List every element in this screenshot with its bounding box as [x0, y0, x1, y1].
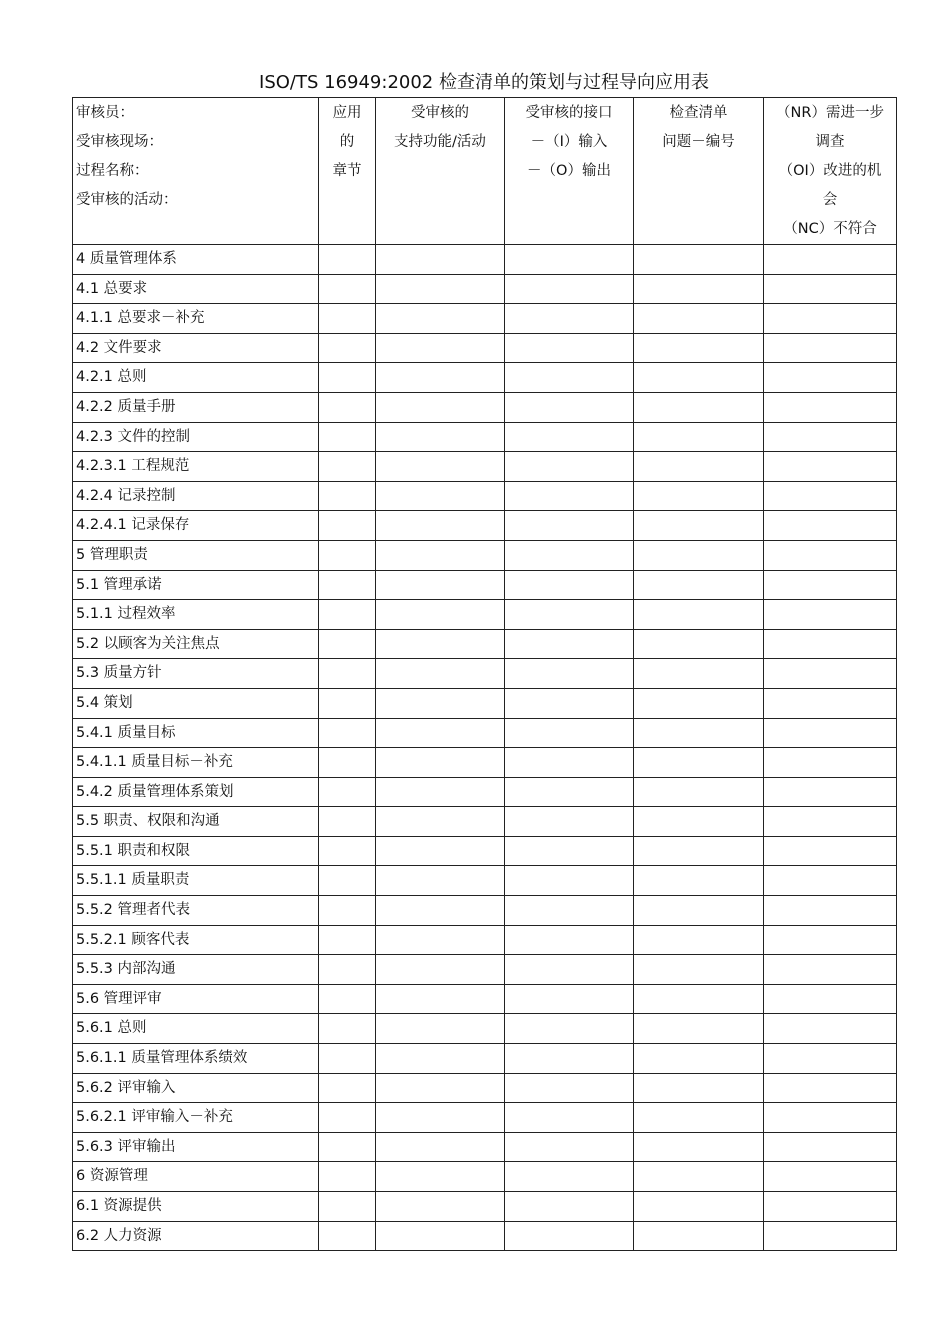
chapter-cell[interactable]: [319, 363, 376, 393]
interface-cell[interactable]: [505, 481, 634, 511]
result-cell[interactable]: [764, 392, 897, 422]
clause-cell: 4.2.4 记录控制: [73, 481, 319, 511]
support-cell[interactable]: [376, 363, 505, 393]
result-cell[interactable]: [764, 304, 897, 334]
chapter-cell[interactable]: [319, 570, 376, 600]
checklist-cell[interactable]: [634, 896, 764, 926]
result-cell[interactable]: [764, 659, 897, 689]
interface-cell[interactable]: [505, 1044, 634, 1074]
result-cell[interactable]: [764, 600, 897, 630]
support-cell[interactable]: [376, 984, 505, 1014]
support-cell[interactable]: [376, 570, 505, 600]
interface-cell[interactable]: [505, 1014, 634, 1044]
checklist-cell[interactable]: [634, 422, 764, 452]
chapter-cell[interactable]: [319, 836, 376, 866]
table-row: [73, 896, 897, 926]
table-row: [73, 1103, 897, 1133]
interface-cell[interactable]: [505, 245, 634, 275]
chapter-cell[interactable]: [319, 629, 376, 659]
chapter-cell[interactable]: [319, 540, 376, 570]
result-header-line: （NC）不符合: [783, 221, 877, 237]
clause-cell: 5.5.3 内部沟通: [73, 955, 319, 985]
table-row: [73, 333, 897, 363]
support-cell[interactable]: [376, 392, 505, 422]
result-cell[interactable]: [764, 274, 897, 304]
table-row: [73, 481, 897, 511]
table-row: [73, 363, 897, 393]
chapter-cell[interactable]: [319, 1221, 376, 1251]
support-cell[interactable]: [376, 511, 505, 541]
clause-cell: 5.6.1.1 质量管理体系绩效: [73, 1044, 319, 1074]
process-name-label: 过程名称：: [76, 163, 149, 179]
result-cell[interactable]: [764, 1073, 897, 1103]
support-cell[interactable]: [376, 1221, 505, 1251]
clause-cell: 4 质量管理体系: [73, 245, 319, 275]
clause-cell: 5.2 以顾客为关注焦点: [73, 629, 319, 659]
table-row: [73, 1132, 897, 1162]
result-cell[interactable]: [764, 245, 897, 275]
clause-cell: 6 资源管理: [73, 1162, 319, 1192]
support-cell[interactable]: [376, 274, 505, 304]
chapter-cell[interactable]: [319, 1073, 376, 1103]
interface-cell[interactable]: [505, 1103, 634, 1133]
chapter-cell[interactable]: [319, 1044, 376, 1074]
chapter-cell[interactable]: [319, 481, 376, 511]
table-row: [73, 836, 897, 866]
table-row: [73, 718, 897, 748]
clause-cell: 5.4.1.1 质量目标－补充: [73, 748, 319, 778]
table-row: [73, 955, 897, 985]
checklist-cell[interactable]: [634, 392, 764, 422]
clause-cell: 5.1.1 过程效率: [73, 600, 319, 630]
interface-header-line: －（O）输出: [527, 163, 611, 179]
checklist-cell[interactable]: [634, 333, 764, 363]
checklist-cell[interactable]: [634, 955, 764, 985]
audit-site-label: 受审核现场：: [76, 134, 163, 150]
checklist-cell[interactable]: [634, 777, 764, 807]
table-row: [73, 1014, 897, 1044]
interface-cell[interactable]: [505, 629, 634, 659]
support-cell[interactable]: [376, 245, 505, 275]
clause-cell: 5.4.2 质量管理体系策划: [73, 777, 319, 807]
interface-cell[interactable]: [505, 304, 634, 334]
chapter-cell[interactable]: [319, 984, 376, 1014]
chapter-cell[interactable]: [319, 925, 376, 955]
chapter-cell[interactable]: [319, 748, 376, 778]
table-row: [73, 1192, 897, 1222]
support-cell[interactable]: [376, 540, 505, 570]
chapter-cell[interactable]: [319, 1103, 376, 1133]
interface-cell[interactable]: [505, 511, 634, 541]
table-row: [73, 452, 897, 482]
clause-cell: 5.5 职责、权限和沟通: [73, 807, 319, 837]
result-cell[interactable]: [764, 452, 897, 482]
result-header-line: （NR）需进一步: [776, 105, 884, 121]
chapter-cell[interactable]: [319, 955, 376, 985]
table-row: [73, 984, 897, 1014]
clause-cell: 5.1 管理承诺: [73, 570, 319, 600]
interface-cell[interactable]: [505, 600, 634, 630]
table-row: [73, 274, 897, 304]
table-row: [73, 688, 897, 718]
support-cell[interactable]: [376, 925, 505, 955]
result-cell[interactable]: [764, 925, 897, 955]
support-cell[interactable]: [376, 659, 505, 689]
checklist-cell[interactable]: [634, 807, 764, 837]
clause-cell: 5.5.1.1 质量职责: [73, 866, 319, 896]
chapter-cell[interactable]: [319, 1132, 376, 1162]
clause-cell: 4.2.4.1 记录保存: [73, 511, 319, 541]
support-cell[interactable]: [376, 1132, 505, 1162]
clause-cell: 4.2.3 文件的控制: [73, 422, 319, 452]
support-cell[interactable]: [376, 1103, 505, 1133]
page-title: ISO/TS 16949:2002 检查清单的策划与过程导向应用表: [259, 72, 709, 93]
clause-cell: 5.4 策划: [73, 688, 319, 718]
clause-cell: 5.6.2.1 评审输入－补充: [73, 1103, 319, 1133]
support-cell[interactable]: [376, 1192, 505, 1222]
checklist-cell[interactable]: [634, 570, 764, 600]
interface-cell[interactable]: [505, 748, 634, 778]
clause-cell: 5.5.1 职责和权限: [73, 836, 319, 866]
checklist-cell[interactable]: [634, 984, 764, 1014]
table-row: [73, 600, 897, 630]
table-header-row: [73, 98, 897, 245]
clause-cell: 5.6.2 评审输入: [73, 1073, 319, 1103]
result-header-line: 会: [822, 192, 838, 208]
chapter-cell[interactable]: [319, 807, 376, 837]
checklist-header-line: 检查清单: [669, 105, 728, 121]
checklist-header-line: 问题－编号: [662, 134, 735, 150]
clause-cell: 5.6 管理评审: [73, 984, 319, 1014]
checklist-cell[interactable]: [634, 1221, 764, 1251]
interface-cell[interactable]: [505, 718, 634, 748]
support-header-line: 受审核的: [411, 105, 469, 121]
chapter-cell[interactable]: [319, 659, 376, 689]
clause-cell: 4.1.1 总要求－补充: [73, 304, 319, 334]
chapter-cell[interactable]: [319, 274, 376, 304]
result-cell[interactable]: [764, 748, 897, 778]
support-cell[interactable]: [376, 748, 505, 778]
checklist-cell[interactable]: [634, 1103, 764, 1133]
chapter-cell[interactable]: [319, 511, 376, 541]
table-row: [73, 540, 897, 570]
table-row: [73, 1162, 897, 1192]
result-cell[interactable]: [764, 629, 897, 659]
result-cell[interactable]: [764, 896, 897, 926]
clause-cell: 6.1 资源提供: [73, 1192, 319, 1222]
interface-cell[interactable]: [505, 896, 634, 926]
checklist-cell[interactable]: [634, 1073, 764, 1103]
clause-cell: 4.2.2 质量手册: [73, 392, 319, 422]
interface-header: [505, 98, 634, 245]
support-function-header: [376, 98, 505, 245]
checklist-cell[interactable]: [634, 304, 764, 334]
checklist-cell[interactable]: [634, 452, 764, 482]
result-cell[interactable]: [764, 333, 897, 363]
chapter-cell[interactable]: [319, 304, 376, 334]
checklist-cell[interactable]: [634, 866, 764, 896]
checklist-number-header: [634, 98, 764, 245]
clause-cell: 5 管理职责: [73, 540, 319, 570]
table-row: [73, 748, 897, 778]
chapter-cell[interactable]: [319, 452, 376, 482]
checklist-cell[interactable]: [634, 1192, 764, 1222]
clause-cell: 4.2.3.1 工程规范: [73, 452, 319, 482]
interface-cell[interactable]: [505, 1221, 634, 1251]
clause-cell: 5.6.3 评审输出: [73, 1132, 319, 1162]
result-cell[interactable]: [764, 777, 897, 807]
support-cell[interactable]: [376, 1044, 505, 1074]
checklist-table: [72, 97, 897, 1251]
chapter-cell[interactable]: [319, 688, 376, 718]
checklist-cell[interactable]: [634, 925, 764, 955]
checklist-cell[interactable]: [634, 481, 764, 511]
checklist-cell[interactable]: [634, 363, 764, 393]
checklist-cell[interactable]: [634, 1044, 764, 1074]
support-cell[interactable]: [376, 422, 505, 452]
chapter-cell[interactable]: [319, 333, 376, 363]
result-cell[interactable]: [764, 984, 897, 1014]
support-cell[interactable]: [376, 1014, 505, 1044]
chapter-cell[interactable]: [319, 392, 376, 422]
interface-header-line: －（I）输入: [530, 134, 608, 150]
result-cell[interactable]: [764, 866, 897, 896]
support-cell[interactable]: [376, 304, 505, 334]
interface-cell[interactable]: [505, 422, 634, 452]
checklist-cell[interactable]: [634, 718, 764, 748]
interface-header-line: 受审核的接口: [525, 105, 613, 121]
interface-cell[interactable]: [505, 1073, 634, 1103]
clause-cell: 4.2.1 总则: [73, 363, 319, 393]
support-cell[interactable]: [376, 688, 505, 718]
checklist-cell[interactable]: [634, 245, 764, 275]
interface-cell[interactable]: [505, 570, 634, 600]
interface-cell[interactable]: [505, 1162, 634, 1192]
chapter-header-line: 应用: [332, 105, 362, 121]
result-cell[interactable]: [764, 422, 897, 452]
interface-cell[interactable]: [505, 274, 634, 304]
table-row: [73, 866, 897, 896]
table-row: [73, 422, 897, 452]
checklist-cell[interactable]: [634, 600, 764, 630]
support-cell[interactable]: [376, 481, 505, 511]
table-row: [73, 807, 897, 837]
chapter-header: [319, 98, 376, 245]
checklist-cell[interactable]: [634, 659, 764, 689]
interface-cell[interactable]: [505, 333, 634, 363]
checklist-cell[interactable]: [634, 836, 764, 866]
support-header-line: 支持功能/活动: [394, 134, 486, 150]
support-cell[interactable]: [376, 1162, 505, 1192]
interface-cell[interactable]: [505, 688, 634, 718]
interface-cell[interactable]: [505, 807, 634, 837]
table-row: [73, 777, 897, 807]
result-cell[interactable]: [764, 511, 897, 541]
support-cell[interactable]: [376, 1073, 505, 1103]
result-cell[interactable]: [764, 1014, 897, 1044]
result-cell[interactable]: [764, 1221, 897, 1251]
chapter-cell[interactable]: [319, 866, 376, 896]
interface-cell[interactable]: [505, 866, 634, 896]
interface-cell[interactable]: [505, 392, 634, 422]
audited-activity-label: 受审核的活动：: [76, 192, 178, 208]
chapter-cell[interactable]: [319, 896, 376, 926]
result-header-line: 调查: [815, 134, 845, 150]
result-cell[interactable]: [764, 481, 897, 511]
result-cell[interactable]: [764, 363, 897, 393]
support-cell[interactable]: [376, 836, 505, 866]
interface-cell[interactable]: [505, 925, 634, 955]
interface-cell[interactable]: [505, 363, 634, 393]
support-cell[interactable]: [376, 777, 505, 807]
support-cell[interactable]: [376, 955, 505, 985]
interface-cell[interactable]: [505, 540, 634, 570]
interface-cell[interactable]: [505, 984, 634, 1014]
table-row: [73, 245, 897, 275]
result-cell[interactable]: [764, 1132, 897, 1162]
result-cell[interactable]: [764, 718, 897, 748]
support-cell[interactable]: [376, 629, 505, 659]
checklist-cell[interactable]: [634, 748, 764, 778]
chapter-cell[interactable]: [319, 777, 376, 807]
checklist-cell[interactable]: [634, 629, 764, 659]
interface-cell[interactable]: [505, 777, 634, 807]
clause-cell: 5.5.2.1 顾客代表: [73, 925, 319, 955]
interface-cell[interactable]: [505, 1192, 634, 1222]
support-cell[interactable]: [376, 452, 505, 482]
result-cell[interactable]: [764, 1044, 897, 1074]
clause-cell: 5.6.1 总则: [73, 1014, 319, 1044]
table-row: [73, 1044, 897, 1074]
support-cell[interactable]: [376, 718, 505, 748]
table-row: [73, 392, 897, 422]
support-cell[interactable]: [376, 896, 505, 926]
result-cell[interactable]: [764, 807, 897, 837]
support-cell[interactable]: [376, 807, 505, 837]
table-row: [73, 511, 897, 541]
table-row: [73, 304, 897, 334]
checklist-cell[interactable]: [634, 274, 764, 304]
result-cell[interactable]: [764, 836, 897, 866]
result-cell[interactable]: [764, 1103, 897, 1133]
result-header-line: （OI）改进的机: [778, 163, 882, 179]
support-cell[interactable]: [376, 866, 505, 896]
table-row: [73, 1221, 897, 1251]
result-cell[interactable]: [764, 955, 897, 985]
result-cell[interactable]: [764, 1162, 897, 1192]
result-cell[interactable]: [764, 570, 897, 600]
interface-cell[interactable]: [505, 452, 634, 482]
result-cell[interactable]: [764, 540, 897, 570]
table-row: [73, 570, 897, 600]
chapter-header-line: 的: [339, 134, 355, 150]
chapter-cell[interactable]: [319, 718, 376, 748]
checklist-cell[interactable]: [634, 540, 764, 570]
clause-cell: 4.2 文件要求: [73, 333, 319, 363]
auditor-label: 审核员：: [76, 105, 134, 121]
interface-cell[interactable]: [505, 659, 634, 689]
chapter-cell[interactable]: [319, 1014, 376, 1044]
checklist-cell[interactable]: [634, 511, 764, 541]
clause-cell: 5.5.2 管理者代表: [73, 896, 319, 926]
audit-info-cell: [73, 98, 319, 245]
result-header: [764, 98, 897, 245]
checklist-cell[interactable]: [634, 1132, 764, 1162]
chapter-cell[interactable]: [319, 245, 376, 275]
chapter-cell[interactable]: [319, 1192, 376, 1222]
checklist-cell[interactable]: [634, 688, 764, 718]
support-cell[interactable]: [376, 333, 505, 363]
result-cell[interactable]: [764, 688, 897, 718]
table-row: [73, 1073, 897, 1103]
checklist-cell[interactable]: [634, 1162, 764, 1192]
clause-cell: 5.3 质量方针: [73, 659, 319, 689]
clause-cell: 4.1 总要求: [73, 274, 319, 304]
interface-cell[interactable]: [505, 836, 634, 866]
chapter-cell[interactable]: [319, 600, 376, 630]
table-row: [73, 925, 897, 955]
chapter-header-line: 章节: [332, 163, 362, 179]
table-row: [73, 659, 897, 689]
clause-cell: 6.2 人力资源: [73, 1221, 319, 1251]
result-cell[interactable]: [764, 1192, 897, 1222]
clause-cell: 5.4.1 质量目标: [73, 718, 319, 748]
interface-cell[interactable]: [505, 1132, 634, 1162]
table-row: [73, 629, 897, 659]
support-cell[interactable]: [376, 600, 505, 630]
chapter-cell[interactable]: [319, 1162, 376, 1192]
checklist-cell[interactable]: [634, 1014, 764, 1044]
interface-cell[interactable]: [505, 955, 634, 985]
chapter-cell[interactable]: [319, 422, 376, 452]
